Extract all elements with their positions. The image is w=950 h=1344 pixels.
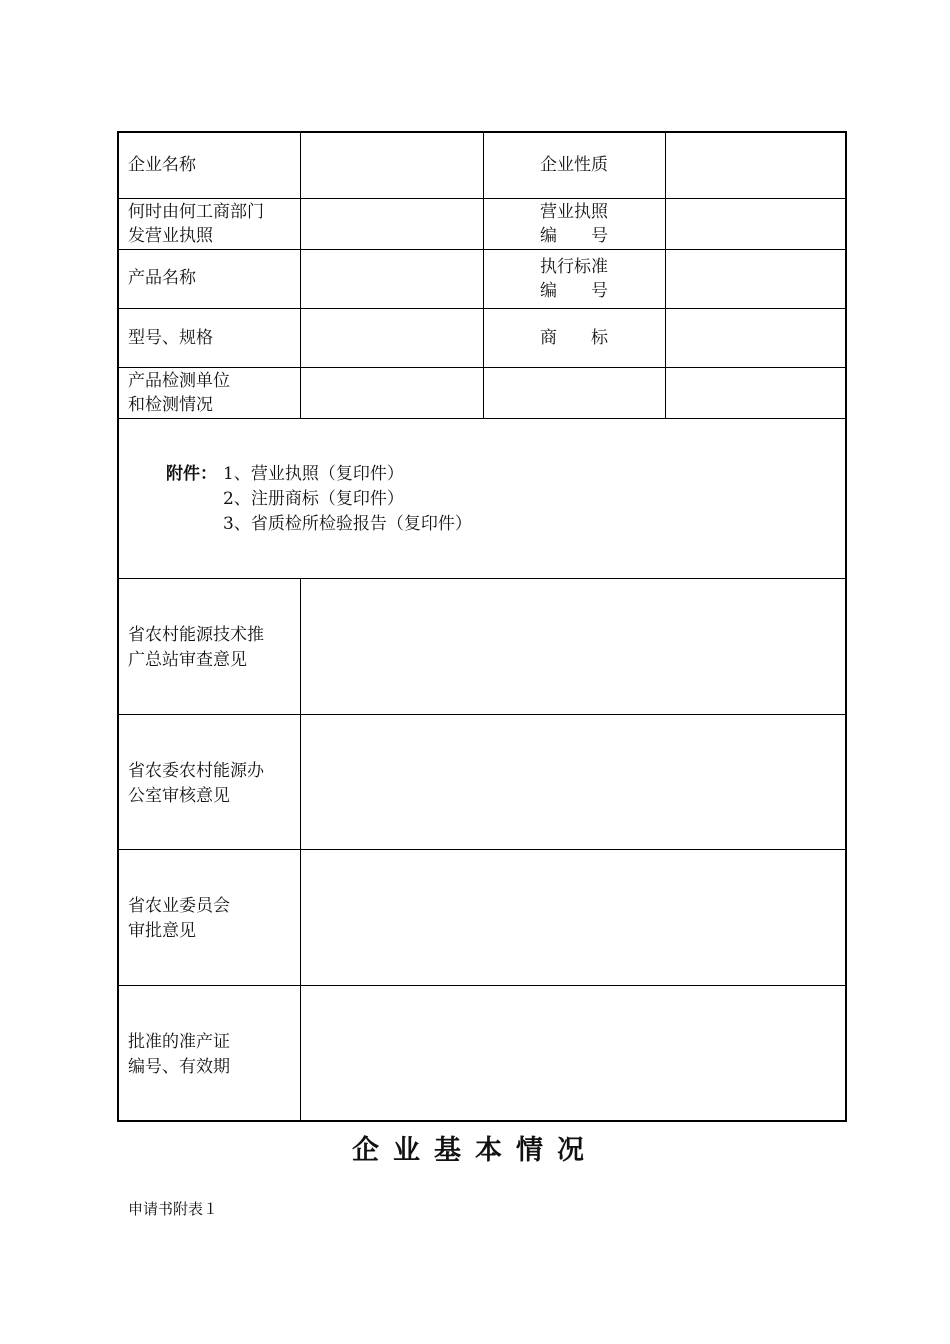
row-divider [119,849,845,850]
label-testing-unit-l2: 和检测情况 [128,395,213,415]
label-license-number-l1: 营业执照 [540,202,608,222]
label-office-audit-l1: 省农委农村能源办 [128,761,264,781]
row-divider [119,198,845,199]
column-divider [300,133,301,418]
label-testing-unit-l1: 产品检测单位 [128,371,230,391]
row-divider [119,714,845,715]
label-standard-number-l1: 执行标准 [540,257,608,277]
label-trademark: 商 标 [540,328,608,348]
column-divider [665,133,666,418]
row-divider [119,249,845,250]
attachment-item: 2、注册商标（复印件） [223,489,404,509]
attachments-heading: 附件： [166,464,217,484]
column-divider [300,578,301,1120]
page-title: 企业基本情况 [352,1135,598,1166]
row-divider [119,578,845,579]
label-product-name: 产品名称 [128,268,196,288]
label-license-issuer-l1: 何时由何工商部门 [128,202,264,222]
attachment-item: 1、营业执照（复印件） [223,464,404,484]
row-divider [119,367,845,368]
label-office-audit-l2: 公室审核意见 [128,786,230,806]
label-station-review-l2: 广总站审查意见 [128,650,247,670]
label-committee-approval-l2: 审批意见 [128,921,196,941]
label-enterprise-name: 企业名称 [128,155,196,175]
label-license-issuer-l2: 发营业执照 [128,226,213,246]
label-committee-approval-l1: 省农业委员会 [128,896,230,916]
row-divider [119,308,845,309]
label-enterprise-nature: 企业性质 [540,155,608,175]
label-standard-number-l2: 编 号 [540,281,608,301]
label-permit-number-l2: 编号、有效期 [128,1057,230,1077]
attachment-item: 3、省质检所检验报告（复印件） [223,514,472,534]
label-station-review-l1: 省农村能源技术推 [128,625,264,645]
row-divider [119,985,845,986]
label-model-spec: 型号、规格 [128,328,213,348]
row-divider [119,418,845,419]
appendix-label: 申请书附表１ [128,1200,219,1218]
label-permit-number-l1: 批准的准产证 [128,1032,230,1052]
enterprise-info-form [117,131,847,1122]
label-license-number-l2: 编 号 [540,226,608,246]
